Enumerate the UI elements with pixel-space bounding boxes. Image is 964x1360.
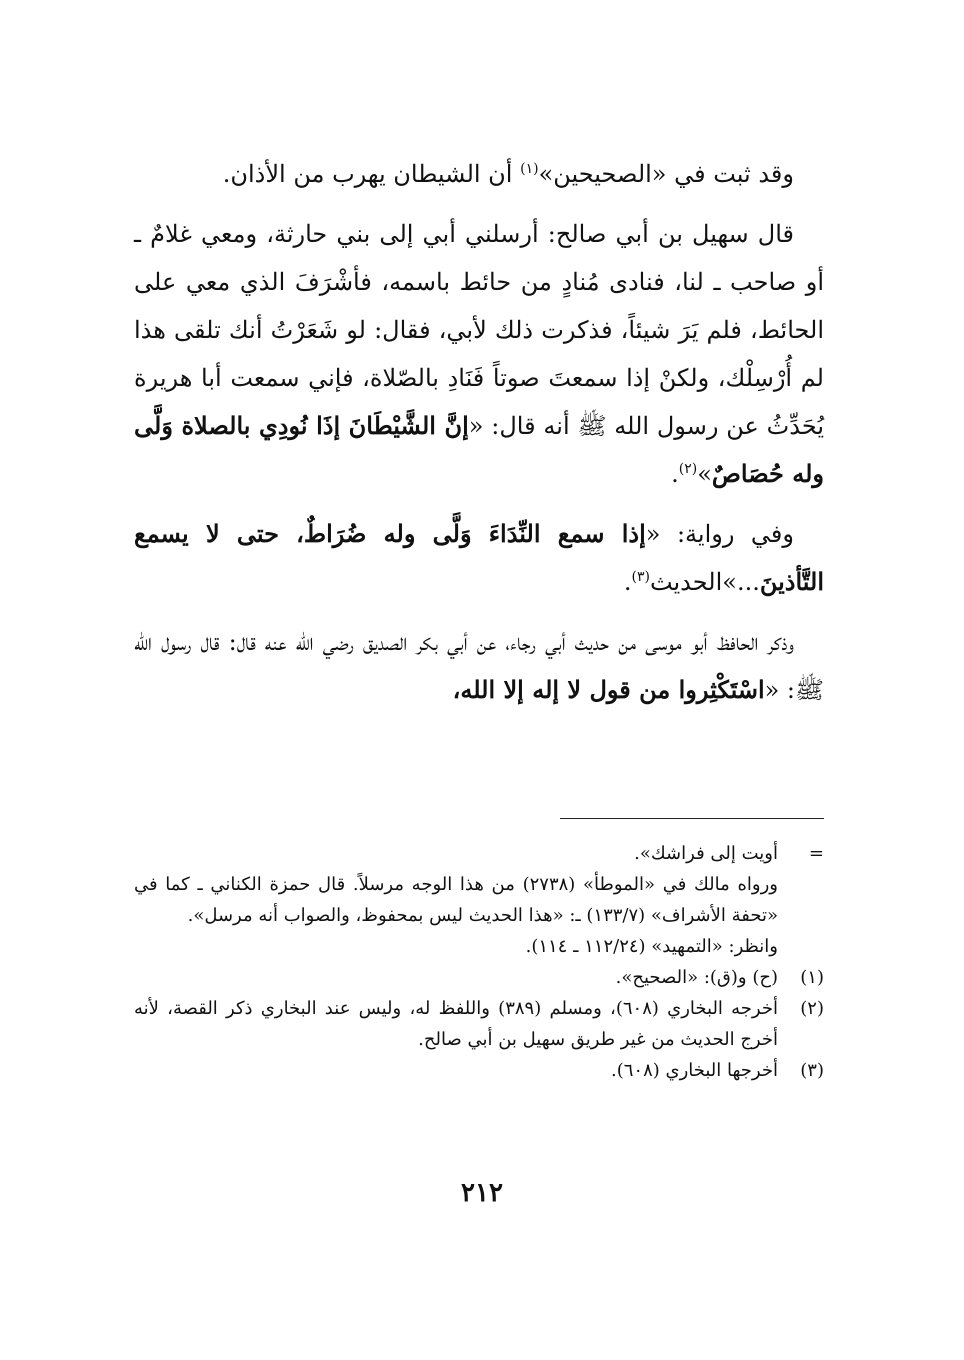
footnote-number: (١) [800,967,824,988]
footnotes [134,838,824,1086]
paragraph-2 [134,210,824,498]
footnote-text: أخرجه البخاري (٦٠٨)، ومسلم (٣٨٩) واللفظ له، وليس عند البخاري ذكر القصة، لأنه أخرج الحديث من غير طريق سهيل بن أبي صالح. [134,998,778,1050]
paragraph-3-end: . [623,568,632,596]
paragraph-3 [134,510,824,606]
paragraph-1 [134,150,824,198]
footnote-continuation-line-1: أويت إلى فراشك». [634,843,778,864]
paragraph-2-text: قال سهيل بن أبي صالح: أرسلني أبي إلى بني حارثة، ومعي غلامٌ ـ أو صاحب ـ لنا، فنادى مُنادٍ من حائط باسمه، فأشْرَفَ الذي معي على الحائط، فلم يَرَ شيئاً، فذكرت ذلك لأبي، فقال: لو شَعَرْتُ أنك تلقى هذا لم أُرْسِلْك، ولكنْ إذا سمعتَ صوتاً فَنَادِ بالصّلاة، فإني سمعت أبا هريرة يُحَدِّثُ عن رسول الله ﷺ أنه قال: « [134,220,824,440]
main-text [134,150,824,726]
footnote-text: أخرجها البخاري (٦٠٨). [610,1060,778,1081]
footnote-ref-1: (١) [520,161,539,177]
footnote-continuation-2 [134,869,824,931]
quote-close-2: ...»الحديث [649,568,760,596]
footnote-ref-3: (٣) [631,569,650,585]
footnote-number: (٢) [800,998,824,1019]
paragraph-3-text: وفي رواية: « [645,520,794,548]
footnote-continuation-3 [134,931,824,962]
footnote-number: (٣) [800,1060,824,1081]
quote-close-1: » [697,460,712,488]
page-number: ٢١٢ [461,1178,503,1208]
footnote-separator [560,818,824,819]
paragraph-1-text: وقد ثبت في «الصحيحين» [538,160,794,188]
hadith-quote-2: إذا سمع النِّدَاءَ وَلَّى وله ضُرَاطٌ، حتى لا يسمع التَّأذينَ [134,519,824,596]
footnote-continuation-line-3: وانظر: «التمهيد» (١١٢/٢٤ ـ ١١٤). [525,936,778,957]
paragraph-4 [134,618,824,714]
paragraph-2-end: . [671,460,679,488]
paragraph-1-text-end: أن الشيطان يهرب من الأذان. [222,160,521,188]
footnote-text: (ح) و(ق): «الصحيح». [615,967,778,988]
continuation-marker: = [808,843,824,864]
footnote-1 [134,962,824,993]
footnote-2 [134,993,824,1055]
hadith-quote-3: اسْتَكْثِروا من قول لا إله إلا الله، [452,675,765,704]
paragraph-4-text: وذكر الحافظ أبو موسى من حديث أبي رجاء، عن أبي بكر الصديق رضي الله عنه قال: قال رسول الله ﷺ: « [134,628,824,704]
footnote-3 [134,1055,824,1086]
footnote-continuation [134,838,824,869]
hadith-quote-1: إنَّ الشَّيْطَانَ إذَا نُودِي بالصلاة وَلَّى وله حُصَاصٌ [134,411,824,488]
footnote-continuation-line-2: ورواه مالك في «الموطأ» (٢٧٣٨) من هذا الوجه مرسلاً. قال حمزة الكناني ـ كما في «تحفة الأشراف» (١٣٣/٧) ـ: «هذا الحديث ليس بمحفوظ، والصواب أنه مرسل». [134,874,778,926]
footnote-ref-2: (٢) [678,461,698,477]
